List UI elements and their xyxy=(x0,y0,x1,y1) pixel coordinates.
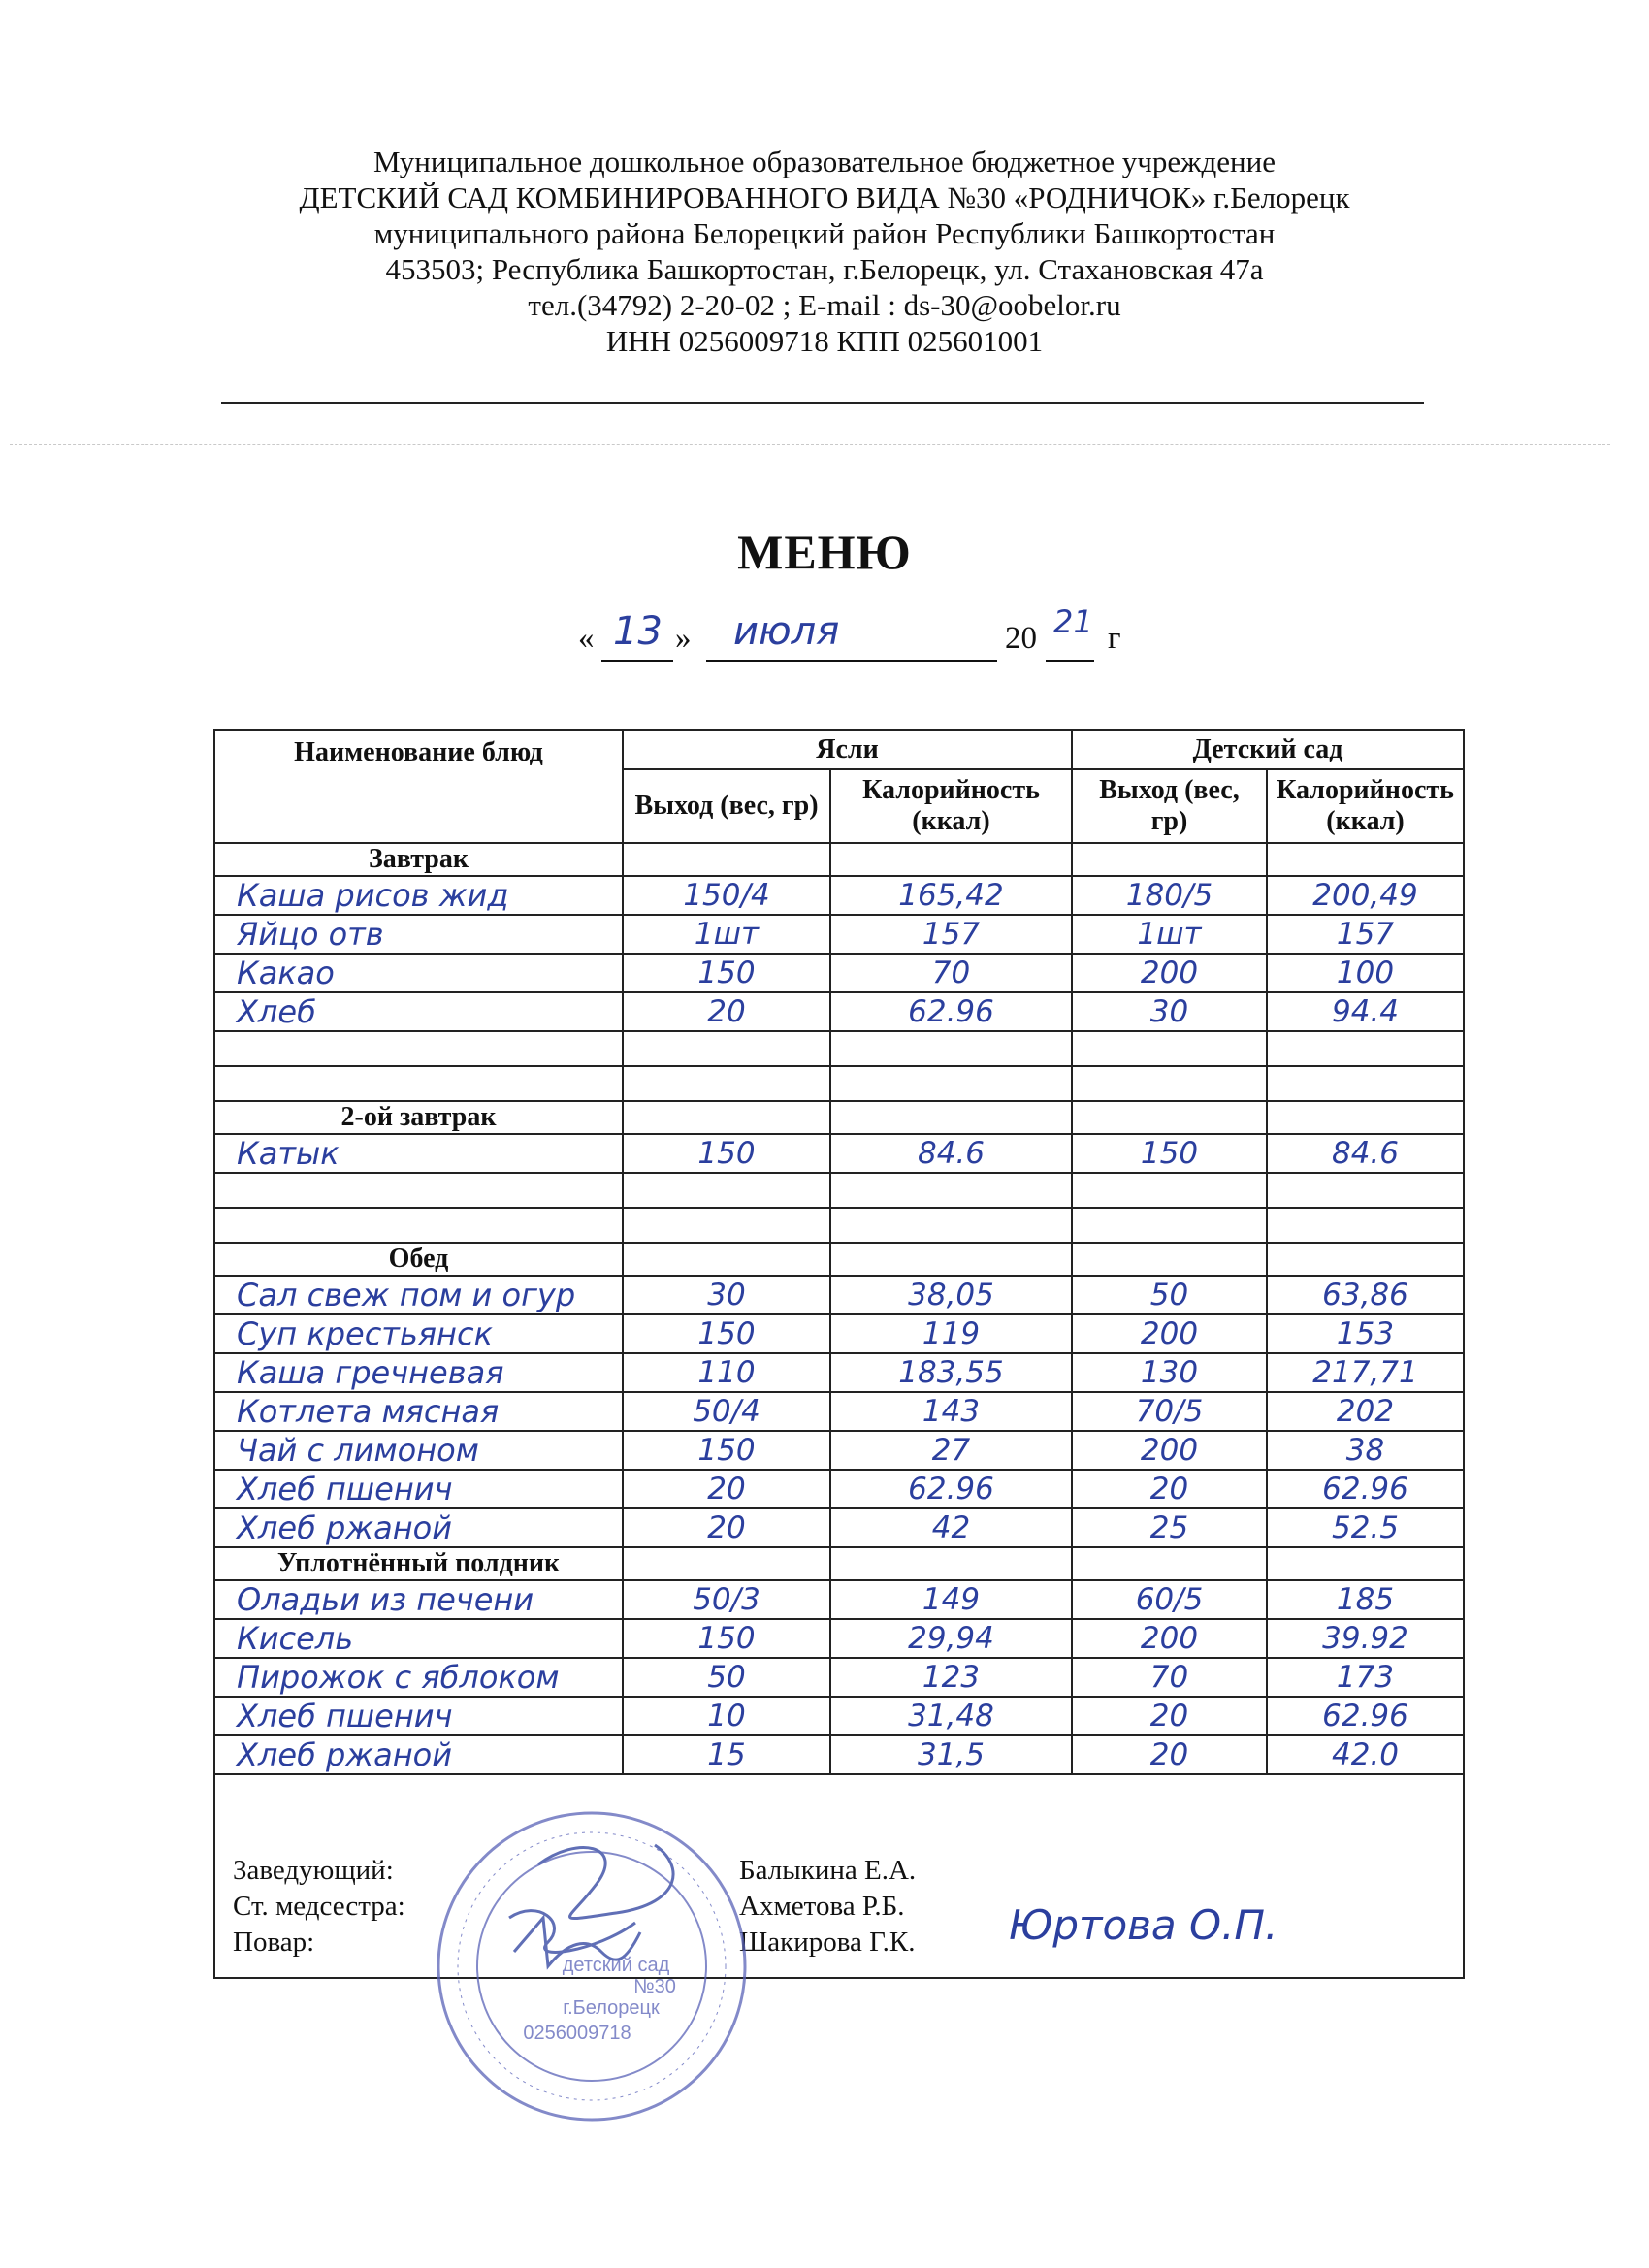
nursery-calories: 157 xyxy=(830,915,1072,954)
nursery-output: 150 xyxy=(623,954,830,992)
kindergarten-output: 30 xyxy=(1072,992,1267,1031)
dish-name xyxy=(214,1173,623,1208)
nursery-output: 50/4 xyxy=(623,1392,830,1431)
table-row xyxy=(214,1208,1464,1243)
kindergarten-output xyxy=(1072,1066,1267,1101)
nursery-calories: 31,48 xyxy=(830,1697,1072,1735)
empty-cell xyxy=(1072,1101,1267,1134)
nursery-output: 150 xyxy=(623,1314,830,1353)
nursery-output: 50/3 xyxy=(623,1580,830,1619)
kindergarten-output: 150 xyxy=(1072,1134,1267,1173)
kindergarten-calories: 94.4 xyxy=(1267,992,1464,1031)
kindergarten-output: 60/5 xyxy=(1072,1580,1267,1619)
official-stamp xyxy=(432,1806,752,2126)
menu-table xyxy=(213,729,1465,1979)
letterhead-divider xyxy=(221,402,1424,404)
dish-name: Оладьи из печени xyxy=(214,1580,623,1619)
date-day: 13 xyxy=(613,609,663,654)
table-row xyxy=(214,1173,1464,1208)
nursery-calories: 165,42 xyxy=(830,876,1072,915)
nurse-role: Ст. медсестра: xyxy=(233,1891,405,1922)
kindergarten-calories: 200,49 xyxy=(1267,876,1464,915)
kindergarten-output: 20 xyxy=(1072,1470,1267,1508)
date-year-unit: г xyxy=(1108,621,1121,656)
nursery-calories: 119 xyxy=(830,1314,1072,1353)
nursery-calories: 62.96 xyxy=(830,1470,1072,1508)
kindergarten-calories: 153 xyxy=(1267,1314,1464,1353)
kindergarten-output: 25 xyxy=(1072,1508,1267,1547)
table-row xyxy=(214,1431,1464,1470)
empty-cell xyxy=(1267,1243,1464,1276)
header-line-address: 453503; Республика Башкортостан, г.Белорецк, ул. Стахановская 47а xyxy=(385,252,1264,286)
nursery-calories: 27 xyxy=(830,1431,1072,1470)
dish-name: Катык xyxy=(214,1134,623,1173)
header-line-district: муниципального района Белорецкий район Республики Башкортостан xyxy=(373,216,1276,250)
header-line-tax-ids: ИНН 0256009718 КПП 025601001 xyxy=(605,324,1044,358)
table-row xyxy=(214,992,1464,1031)
dish-name: Какао xyxy=(214,954,623,992)
kindergarten-output: 130 xyxy=(1072,1353,1267,1392)
date-month-underline xyxy=(706,660,997,662)
section-row xyxy=(214,1101,1464,1134)
empty-cell xyxy=(830,1243,1072,1276)
nursery-output xyxy=(623,1173,830,1208)
col-dish-header: Наименование блюд xyxy=(214,730,623,843)
kindergarten-output-header: Выход (вес, гр) xyxy=(1072,769,1267,843)
empty-cell xyxy=(623,843,830,876)
kindergarten-output: 70/5 xyxy=(1072,1392,1267,1431)
dish-name: Хлеб пшенич xyxy=(214,1470,623,1508)
kindergarten-output: 200 xyxy=(1072,1619,1267,1658)
table-header-row xyxy=(214,730,1464,769)
letterhead xyxy=(0,144,1649,359)
kindergarten-calories: 63,86 xyxy=(1267,1276,1464,1314)
nursery-calories-header: Калорийность (ккал) xyxy=(830,769,1072,843)
nursery-output: 50 xyxy=(623,1658,830,1697)
nurse-name: Ахметова Р.Б. xyxy=(739,1891,905,1922)
menu-table-body xyxy=(214,843,1464,1774)
nursery-calories: 38,05 xyxy=(830,1276,1072,1314)
kindergarten-output xyxy=(1072,1208,1267,1243)
dish-name: Каша гречневая xyxy=(214,1353,623,1392)
kindergarten-output: 70 xyxy=(1072,1658,1267,1697)
nursery-output: 1шт xyxy=(623,915,830,954)
kindergarten-output: 50 xyxy=(1072,1276,1267,1314)
kindergarten-calories: 217,71 xyxy=(1267,1353,1464,1392)
table-row xyxy=(214,1619,1464,1658)
table-row xyxy=(214,954,1464,992)
nursery-output: 150 xyxy=(623,1619,830,1658)
kindergarten-calories xyxy=(1267,1208,1464,1243)
nursery-calories xyxy=(830,1066,1072,1101)
nursery-output-header: Выход (вес, гр) xyxy=(623,769,830,843)
nursery-calories xyxy=(830,1208,1072,1243)
table-row xyxy=(214,1031,1464,1066)
table-row xyxy=(214,1314,1464,1353)
table-row xyxy=(214,876,1464,915)
empty-cell xyxy=(830,1547,1072,1580)
table-row xyxy=(214,1134,1464,1173)
empty-cell xyxy=(1072,1547,1267,1580)
kindergarten-calories: 39.92 xyxy=(1267,1619,1464,1658)
head-role: Заведующий: xyxy=(233,1855,394,1886)
kindergarten-calories: 38 xyxy=(1267,1431,1464,1470)
header-line-contacts: тел.(34792) 2-20-02 ; E-mail : ds-30@oobelor.ru xyxy=(528,288,1121,322)
kindergarten-calories: 100 xyxy=(1267,954,1464,992)
section-title: Уплотнённый полдник xyxy=(214,1547,623,1580)
kindergarten-calories: 42.0 xyxy=(1267,1735,1464,1774)
date-year-suffix: 21 xyxy=(1053,603,1093,640)
nursery-calories: 62.96 xyxy=(830,992,1072,1031)
nursery-output xyxy=(623,1031,830,1066)
kindergarten-output: 200 xyxy=(1072,1314,1267,1353)
date-year-prefix: 20 xyxy=(1005,621,1037,656)
section-row xyxy=(214,1243,1464,1276)
dish-name xyxy=(214,1031,623,1066)
nursery-calories: 149 xyxy=(830,1580,1072,1619)
kindergarten-output: 200 xyxy=(1072,1431,1267,1470)
nursery-calories xyxy=(830,1173,1072,1208)
empty-cell xyxy=(830,1101,1072,1134)
kindergarten-calories: 173 xyxy=(1267,1658,1464,1697)
nursery-output: 20 xyxy=(623,992,830,1031)
kindergarten-calories: 52.5 xyxy=(1267,1508,1464,1547)
table-row xyxy=(214,1470,1464,1508)
stamp-text-3: г.Белорецк xyxy=(563,1997,660,2019)
kindergarten-calories: 202 xyxy=(1267,1392,1464,1431)
date-open-quote: « xyxy=(578,621,595,656)
table-row xyxy=(214,1353,1464,1392)
dish-name: Котлета мясная xyxy=(214,1392,623,1431)
dish-name: Сал свеж пом и огур xyxy=(214,1276,623,1314)
kindergarten-calories: 185 xyxy=(1267,1580,1464,1619)
kindergarten-output: 200 xyxy=(1072,954,1267,992)
nursery-calories: 183,55 xyxy=(830,1353,1072,1392)
stamp-text-1: детский сад xyxy=(562,1955,670,1976)
empty-cell xyxy=(623,1101,830,1134)
kindergarten-calories-header: Калорийность (ккал) xyxy=(1267,769,1464,843)
nursery-calories: 42 xyxy=(830,1508,1072,1547)
dish-name: Хлеб пшенич xyxy=(214,1697,623,1735)
empty-cell xyxy=(1072,843,1267,876)
date-close-quote: » xyxy=(675,621,692,656)
table-row xyxy=(214,915,1464,954)
kindergarten-output: 1шт xyxy=(1072,915,1267,954)
header-line-org: Муниципальное дошкольное образовательное бюджетное учреждение xyxy=(373,145,1276,178)
section-title: 2-ой завтрак xyxy=(214,1101,623,1134)
nursery-output: 15 xyxy=(623,1735,830,1774)
section-row xyxy=(214,843,1464,876)
table-row xyxy=(214,1697,1464,1735)
cook-role: Повар: xyxy=(233,1927,315,1958)
nursery-output: 110 xyxy=(623,1353,830,1392)
kindergarten-output xyxy=(1072,1031,1267,1066)
nursery-output: 20 xyxy=(623,1508,830,1547)
scan-artifact-line xyxy=(10,444,1610,445)
kindergarten-output: 180/5 xyxy=(1072,876,1267,915)
nursery-calories: 31,5 xyxy=(830,1735,1072,1774)
nursery-calories: 143 xyxy=(830,1392,1072,1431)
nursery-calories: 29,94 xyxy=(830,1619,1072,1658)
kindergarten-calories: 84.6 xyxy=(1267,1134,1464,1173)
head-name: Балыкина Е.А. xyxy=(739,1855,917,1886)
kindergarten-calories xyxy=(1267,1031,1464,1066)
empty-cell xyxy=(623,1547,830,1580)
table-row xyxy=(214,1508,1464,1547)
dish-name: Яйцо отв xyxy=(214,915,623,954)
dish-name xyxy=(214,1208,623,1243)
table-row xyxy=(214,1276,1464,1314)
kindergarten-calories xyxy=(1267,1066,1464,1101)
date-day-underline xyxy=(601,660,673,662)
nursery-output: 150 xyxy=(623,1431,830,1470)
signature-row-head xyxy=(233,1853,1436,1889)
nursery-output: 20 xyxy=(623,1470,830,1508)
page-title: МЕНЮ xyxy=(737,525,912,579)
nursery-output: 150/4 xyxy=(623,876,830,915)
table-row xyxy=(214,1658,1464,1697)
section-row xyxy=(214,1547,1464,1580)
kindergarten-calories: 62.96 xyxy=(1267,1697,1464,1735)
dish-name: Чай с лимоном xyxy=(214,1431,623,1470)
nursery-calories: 70 xyxy=(830,954,1072,992)
kindergarten-output xyxy=(1072,1173,1267,1208)
table-row xyxy=(214,1066,1464,1101)
group-nursery-header: Ясли xyxy=(623,730,1072,769)
nursery-output xyxy=(623,1208,830,1243)
date-year-underline xyxy=(1046,660,1094,662)
nursery-calories: 123 xyxy=(830,1658,1072,1697)
empty-cell xyxy=(1267,1547,1464,1580)
dish-name: Пирожок с яблоком xyxy=(214,1658,623,1697)
empty-cell xyxy=(623,1243,830,1276)
dish-name: Хлеб xyxy=(214,992,623,1031)
kindergarten-calories: 157 xyxy=(1267,915,1464,954)
nursery-output xyxy=(623,1066,830,1101)
dish-name: Каша рисов жид xyxy=(214,876,623,915)
stamp-text-2: №30 xyxy=(633,1976,676,1997)
kindergarten-output: 20 xyxy=(1072,1697,1267,1735)
kindergarten-calories: 62.96 xyxy=(1267,1470,1464,1508)
stamp-number: 0256009718 xyxy=(523,2023,631,2044)
section-title: Обед xyxy=(214,1243,623,1276)
nursery-output: 150 xyxy=(623,1134,830,1173)
cook-extra-handwritten: Юртова О.П. xyxy=(1009,1901,1278,1949)
kindergarten-calories xyxy=(1267,1173,1464,1208)
section-title: Завтрак xyxy=(214,843,623,876)
empty-cell xyxy=(1072,1243,1267,1276)
dish-name: Суп крестьянск xyxy=(214,1314,623,1353)
kindergarten-output: 20 xyxy=(1072,1735,1267,1774)
nursery-output: 10 xyxy=(623,1697,830,1735)
empty-cell xyxy=(830,843,1072,876)
dish-name xyxy=(214,1066,623,1101)
table-row xyxy=(214,1580,1464,1619)
signature-block xyxy=(233,1853,1436,1989)
header-line-name: ДЕТСКИЙ САД КОМБИНИРОВАННОГО ВИДА №30 «РОДНИЧОК» г.Белорецк xyxy=(299,180,1350,214)
dish-name: Хлеб ржаной xyxy=(214,1735,623,1774)
dish-name: Хлеб ржаной xyxy=(214,1508,623,1547)
table-row xyxy=(214,1392,1464,1431)
empty-cell xyxy=(1267,1101,1464,1134)
nursery-output: 30 xyxy=(623,1276,830,1314)
table-row xyxy=(214,1735,1464,1774)
date-line xyxy=(578,603,1160,667)
cook-name: Шакирова Г.К. xyxy=(739,1927,916,1958)
group-kindergarten-header: Детский сад xyxy=(1072,730,1464,769)
nursery-calories: 84.6 xyxy=(830,1134,1072,1173)
empty-cell xyxy=(1267,843,1464,876)
date-month: июля xyxy=(733,609,840,654)
dish-name: Кисель xyxy=(214,1619,623,1658)
nursery-calories xyxy=(830,1031,1072,1066)
